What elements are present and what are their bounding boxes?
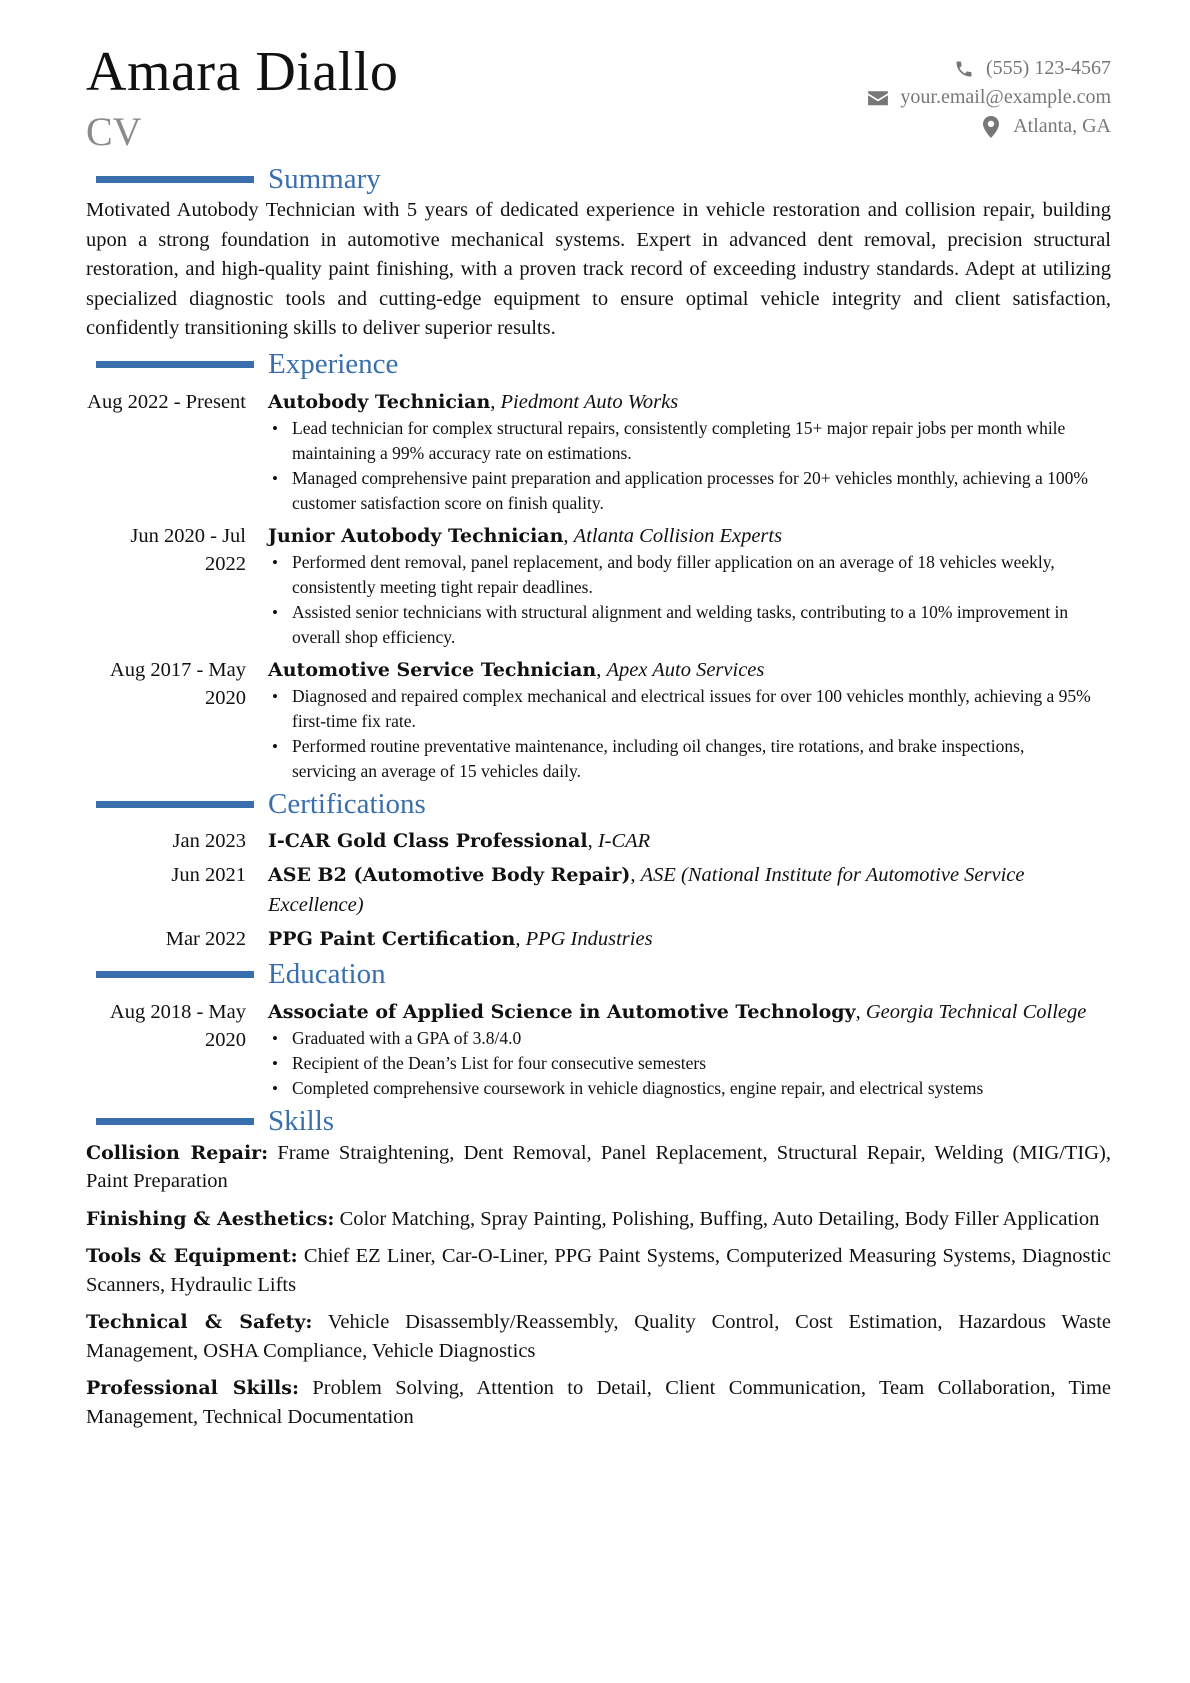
entry-date: Aug 2018 - May 2020 [109,1000,246,1051]
phone-number[interactable]: (555) 123-4567 [986,57,1111,79]
cv-header [86,40,1111,158]
employer: Apex Auto Services [606,658,765,681]
list-item: • Diagnosed and repaired complex mechanical and electrical issues for over 100 vehicles monthly, achieving a 95% first-time fix rate. [268,684,1111,734]
entry-content [268,924,1111,954]
document-subtitle: CV [86,109,142,154]
section-title-education: Education [268,958,386,990]
envelope-icon [866,87,890,109]
skill-category: Tools & Equipment: [86,1245,298,1267]
employer: Piedmont Auto Works [500,390,679,413]
entry-content [268,860,1111,920]
entry-date: Mar 2022 [165,927,246,950]
summary-text: Motivated Autobody Technician with 5 years of dedicated experience in vehicle restoration and collision repair, building upon a strong foundation in automotive mechanical systems. Expert in advanced dent removal, precision structural restoration, and high-quality paint finishing, with a proven track record of exceeding industry standards. Adept at utilizing specialized diagnostic tools and cutting-edge equipment to ensure optimal vehicle integrity and client satisfaction, confidently transitioning skills to deliver superior results. [86,199,1111,339]
contact-block [866,54,1111,141]
bullet-list [268,416,1111,516]
skill-list: Problem Solving, Attention to Detail, Client Communication, Team Collaboration, Time Management, Technical Documentation [86,1377,1112,1428]
skill-category: Professional Skills: [86,1377,299,1399]
entry-content [268,522,1111,650]
entry-title-line: Associate of Applied Science in Automotive Technology, Georgia Technical College [268,1000,1087,1023]
section-divider-bar [96,1118,254,1125]
skill-row [86,1308,1111,1365]
list-item: • Managed comprehensive paint preparation and application processes for 20+ vehicles monthly, achieving a 100% customer satisfaction score on finish quality. [268,466,1111,516]
email-row [866,83,1111,112]
skill-category: Technical & Safety: [86,1311,313,1333]
issuer: ASE (National Institute for Automotive Service Excellence) [268,863,1025,916]
section-divider-bar [96,801,254,808]
entry-title-line: PPG Paint Certification, PPG Industries [268,927,653,950]
employer: Atlanta Collision Experts [573,524,783,547]
location-text: Atlanta, GA [1013,115,1111,137]
education-heading [86,958,1111,992]
entry-title-line: Automotive Service Technician, Apex Auto Services [268,658,765,681]
certification-name: PPG Paint Certification [268,927,516,950]
cv-page [86,40,1111,1440]
list-item: • Performed dent removal, panel replacement, and body filler application on an average of 18 vehicles weekly, consistently meeting tight repair deadlines. [268,550,1111,600]
experience-entry [86,388,1111,516]
certifications-heading [86,788,1111,822]
phone-row [866,54,1111,83]
certification-name: ASE B2 (Automotive Body Repair) [268,863,631,886]
job-title: Autobody Technician [268,390,491,413]
entry-title-line: ASE B2 (Automotive Body Repair), ASE (National Institute for Automotive Service Excellence) [268,863,1025,916]
certification-name: I-CAR Gold Class Professional [268,829,588,852]
skills-heading [86,1105,1111,1139]
skill-row [86,1374,1111,1431]
entry-title-line: Autobody Technician, Piedmont Auto Works [268,390,679,413]
skill-list: Chief EZ Liner, Car-O-Liner, PPG Paint Systems, Computerized Measuring Systems, Diagnostic Scanners, Hydraulic Lifts [86,1245,1112,1296]
entry-content [268,826,1111,856]
phone-icon [952,58,976,80]
certification-entry [86,924,1111,954]
skill-category: Finishing & Aesthetics: [86,1207,335,1230]
school-name: Georgia Technical College [865,1000,1087,1023]
section-divider-bar [96,971,254,978]
entry-date: Aug 2017 - May 2020 [109,658,246,709]
map-pin-icon [979,116,1003,138]
degree-name: Associate of Applied Science in Automotive Technology [268,1000,856,1023]
section-title-experience: Experience [268,348,399,380]
entry-date: Jun 2020 - Jul 2022 [130,524,246,575]
list-item: • Recipient of the Dean’s List for four consecutive semesters [268,1051,1111,1076]
person-name: Amara Diallo [86,41,399,103]
experience-heading [86,348,1111,382]
experience-entry [86,656,1111,784]
issuer: I-CAR [597,829,651,852]
skill-list: Frame Straightening, Dent Removal, Panel Replacement, Structural Repair, Welding (MIG/TIG), Paint Preparation [86,1141,1112,1192]
entry-date: Jan 2023 [172,829,246,852]
bullet-list [268,1026,1111,1101]
certification-entry [86,860,1111,920]
entry-date: Jun 2021 [171,863,246,886]
education-entry [86,998,1111,1101]
summary-heading [86,162,1111,196]
list-item: • Lead technician for complex structural repairs, consistently completing 15+ major repair jobs per month while maintaining a 99% accuracy rate on estimations. [268,416,1111,466]
location-row [866,112,1111,141]
section-title-certifications: Certifications [268,788,426,820]
entry-content [268,656,1111,784]
entry-content [268,998,1111,1101]
entry-date: Aug 2022 - Present [87,390,246,413]
list-item: • Performed routine preventative maintenance, including oil changes, tire rotations, and brake inspections, servicing an average of 15 vehicles daily. [268,734,1111,784]
email-link[interactable]: your.email@example.com [900,86,1111,108]
list-item: • Assisted senior technicians with structural alignment and welding tasks, contributing to a 10% improvement in overall shop efficiency. [268,600,1111,650]
experience-entry [86,522,1111,650]
section-title-skills: Skills [268,1105,335,1137]
skill-list: Vehicle Disassembly/Reassembly, Quality Control, Cost Estimation, Hazardous Waste Management, OSHA Compliance, Vehicle Diagnostics [86,1311,1111,1362]
section-divider-bar [96,361,254,368]
entry-title-line: I-CAR Gold Class Professional, I-CAR [268,829,651,852]
issuer: PPG Industries [525,927,653,950]
certification-entry [86,826,1111,856]
bullet-list [268,550,1111,650]
skill-row [86,1205,1111,1234]
skill-list: Color Matching, Spray Painting, Polishing, Buffing, Auto Detailing, Body Filler Application [339,1207,1100,1230]
list-item: • Graduated with a GPA of 3.8/4.0 [268,1026,1111,1051]
section-title-summary: Summary [268,162,381,195]
bullet-list [268,684,1111,784]
skill-row [86,1242,1111,1299]
entry-content [268,388,1111,516]
skill-category: Collision Repair: [86,1141,269,1164]
job-title: Junior Autobody Technician [268,524,564,547]
job-title: Automotive Service Technician [268,658,597,681]
section-divider-bar [96,176,254,183]
entry-title-line: Junior Autobody Technician, Atlanta Collision Experts [268,524,783,547]
list-item: • Completed comprehensive coursework in vehicle diagnostics, engine repair, and electrical systems [268,1076,1111,1101]
skill-row [86,1139,1111,1196]
